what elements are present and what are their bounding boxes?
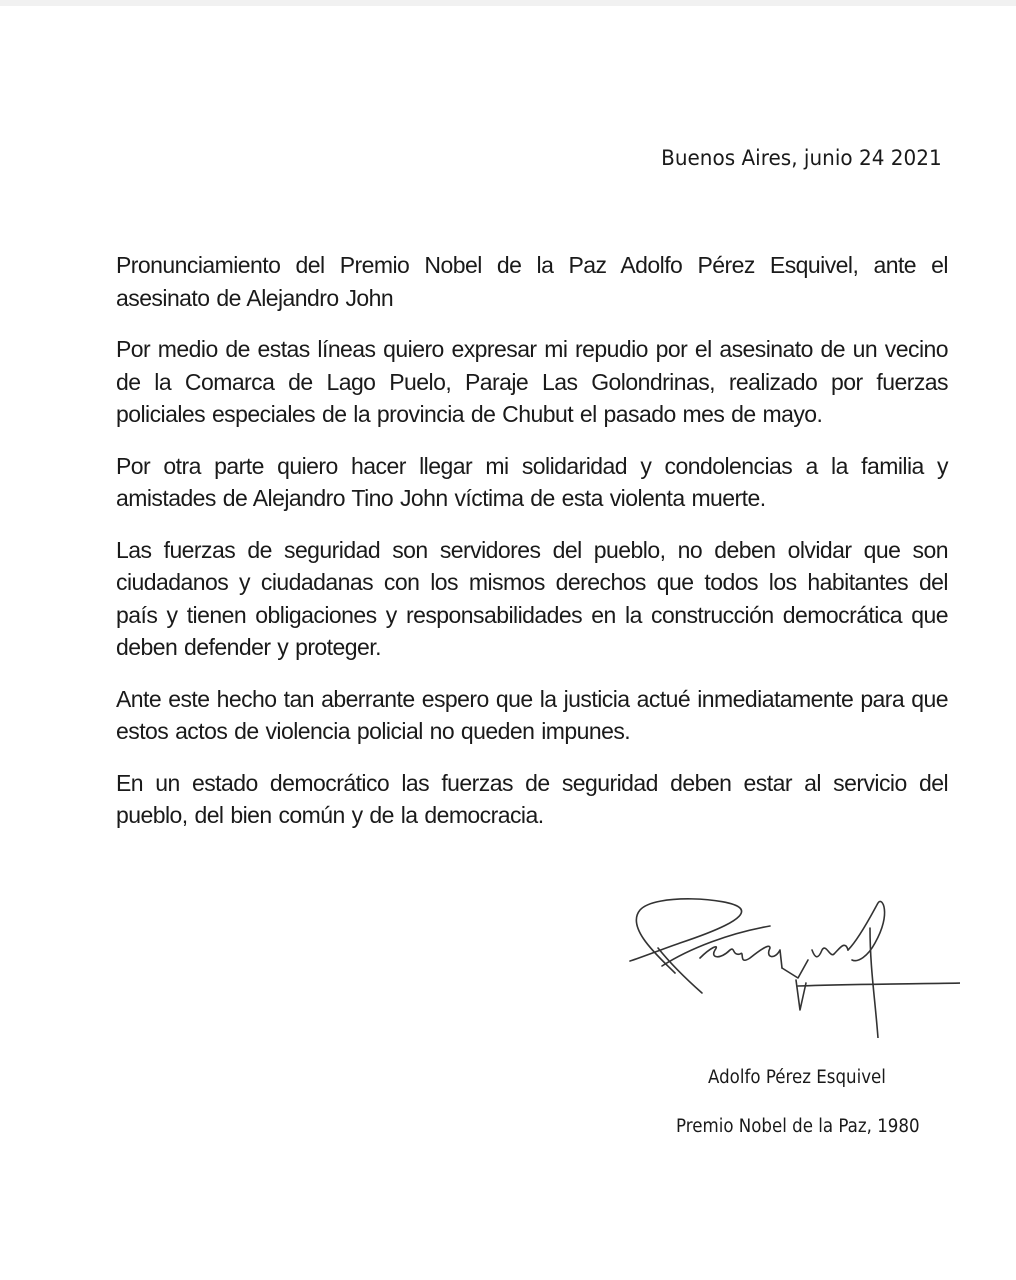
paragraph-repudio: Por medio de estas líneas quiero expresar mi repudio por el asesinato de un vecino de la Comarca de Lago Puelo, Paraje Las Golondrinas, realizado por fuerzas policiales especiales de la provincia de Chubut el pasado mes de mayo. bbox=[116, 336, 948, 427]
paragraph-justicia: Ante este hecho tan aberrante espero que la justicia actué inmediatamente para que estos actos de violencia policial no queden impunes. bbox=[116, 685, 948, 744]
paragraph-fuerzas-seguridad: Las fuerzas de seguridad son servidores del pueblo, no deben olvidar que son ciudadanos y ciudadanas con los mismos derechos que todos los habitantes del país y tienen obligaciones y responsabilidades en la construcción democrática que deben defender y proteger. bbox=[116, 536, 948, 660]
paragraph-estado-democratico: En un estado democrático las fuerzas de seguridad deben estar al servicio del pueblo, del bien común y de la democracia. bbox=[116, 769, 948, 828]
date-line: Buenos Aires, junio 24 2021 bbox=[661, 146, 942, 171]
heading-paragraph: Pronunciamiento del Premio Nobel de la Paz Adolfo Pérez Esquivel, ante el asesinato de Alejandro John bbox=[116, 252, 948, 311]
top-bar bbox=[0, 0, 1016, 6]
handwritten-signature-icon bbox=[620, 888, 960, 1038]
signatory-name: Adolfo Pérez Esquivel bbox=[708, 1067, 886, 1088]
paragraph-condolencias: Por otra parte quiero hacer llegar mi solidaridad y condolencias a la familia y amistades de Alejandro Tino John víctima de esta violenta muerte. bbox=[116, 452, 948, 511]
signatory-title: Premio Nobel de la Paz, 1980 bbox=[676, 1116, 920, 1137]
letter-body bbox=[116, 249, 948, 851]
